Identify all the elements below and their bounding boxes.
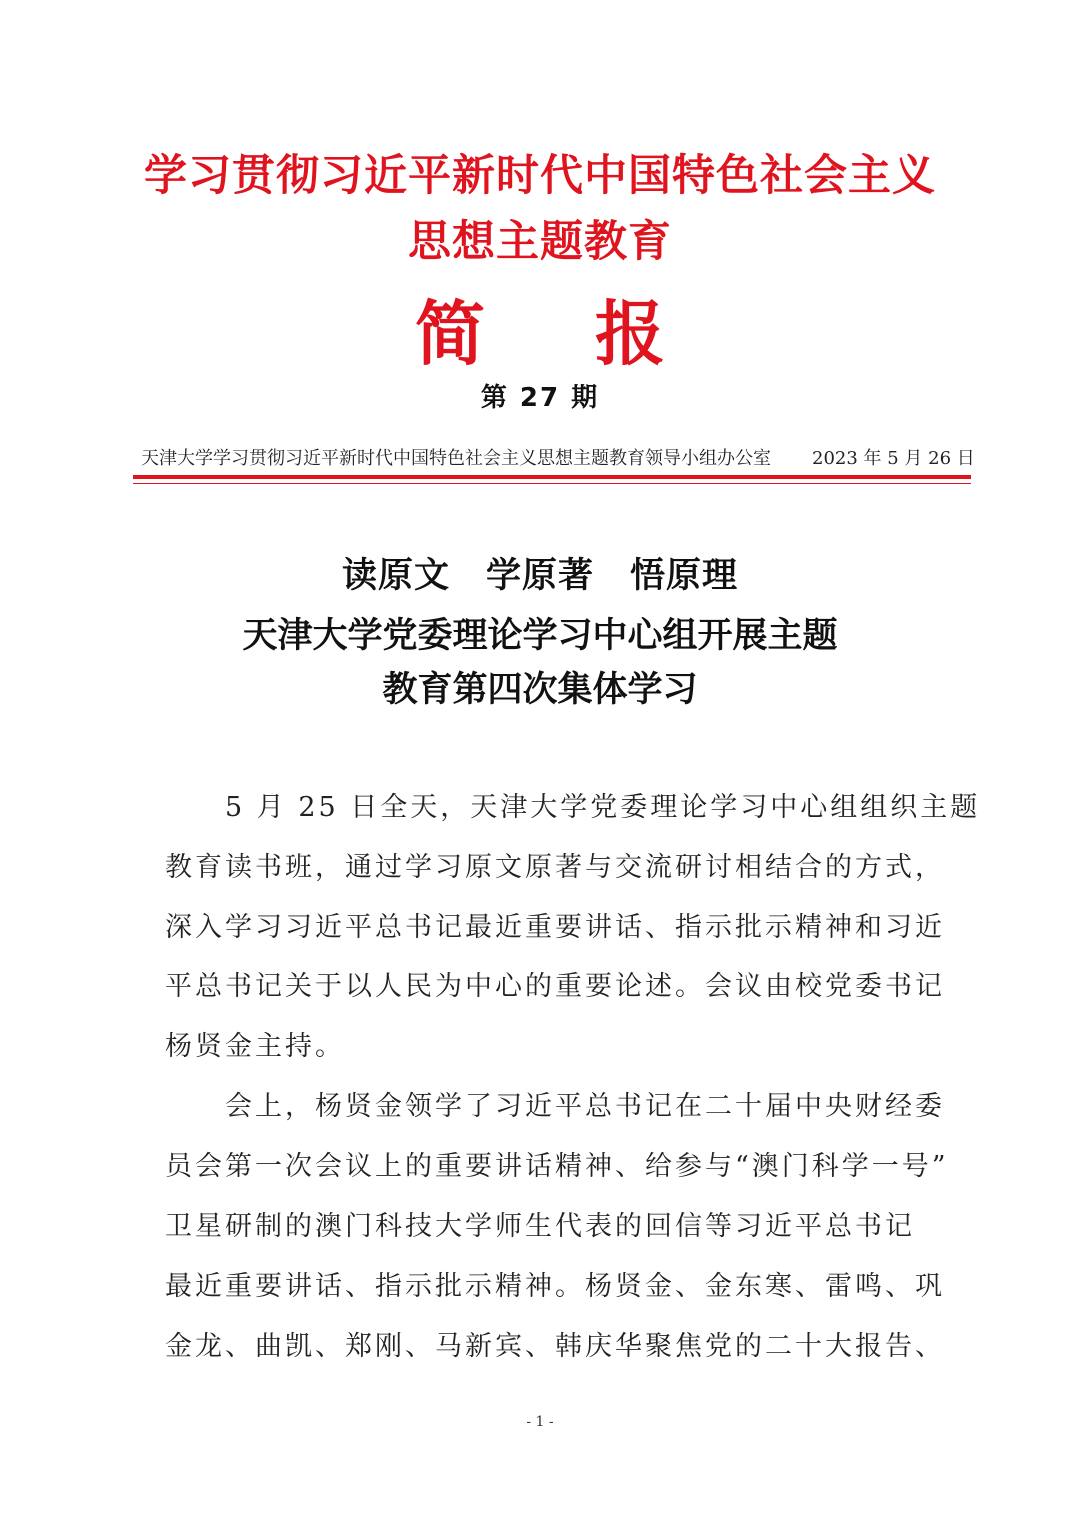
body-line: 金龙、曲凯、郑刚、马新宾、韩庆华聚焦党的二十大报告、	[165, 1331, 945, 1362]
body-line: 深入学习习近平总书记最近重要讲话、指示批示精神和习近	[165, 912, 945, 943]
brief-char-1: 简	[415, 292, 485, 375]
bulletin-title-line1: 学习贯彻习近平新时代中国特色社会主义	[144, 151, 936, 201]
body-line: 5 月 25 日全天，天津大学党委理论学习中心组组织主题	[165, 792, 981, 823]
body-line: 教育读书班，通过学习原文原著与交流研讨相结合的方式，	[165, 852, 945, 883]
body-line: 最近重要讲话、指示批示精神。杨贤金、金东寒、雷鸣、巩	[165, 1271, 945, 1302]
issuing-office: 天津大学学习贯彻习近平新时代中国特色社会主义思想主题教育领导小组办公室	[141, 448, 771, 469]
article-headline-line1	[0, 548, 1080, 598]
page-number: - 1 -	[526, 1414, 554, 1430]
brief-char-2: 报	[595, 292, 665, 375]
bulletin-brief-title	[0, 278, 1080, 379]
issue-date: 2023 年 5 月 26 日	[812, 448, 975, 469]
article-headline-line3: 教育第四次集体学习	[382, 669, 698, 710]
body-line: 杨贤金主持。	[165, 1031, 345, 1062]
body-line: 卫星研制的澳门科技大学师生代表的回信等习近平总书记	[165, 1211, 915, 1242]
headline-part1: 读原文	[341, 555, 450, 596]
body-line: 员会第一次会议上的重要讲话精神、给参与“澳门科学一号”	[165, 1151, 949, 1182]
headline-part2: 学原著	[485, 555, 594, 596]
header-rule-thin	[133, 483, 971, 484]
bulletin-title-line2: 思想主题教育	[408, 217, 672, 267]
header-rule-thick	[133, 475, 971, 479]
article-headline-line2: 天津大学党委理论学习中心组开展主题	[242, 615, 838, 656]
body-line: 平总书记关于以人民为中心的重要论述。会议由校党委书记	[165, 971, 945, 1002]
headline-part3: 悟原理	[630, 555, 739, 596]
issue-number: 第 27 期	[480, 383, 600, 413]
body-line: 会上，杨贤金领学了习近平总书记在二十届中央财经委	[165, 1091, 945, 1122]
